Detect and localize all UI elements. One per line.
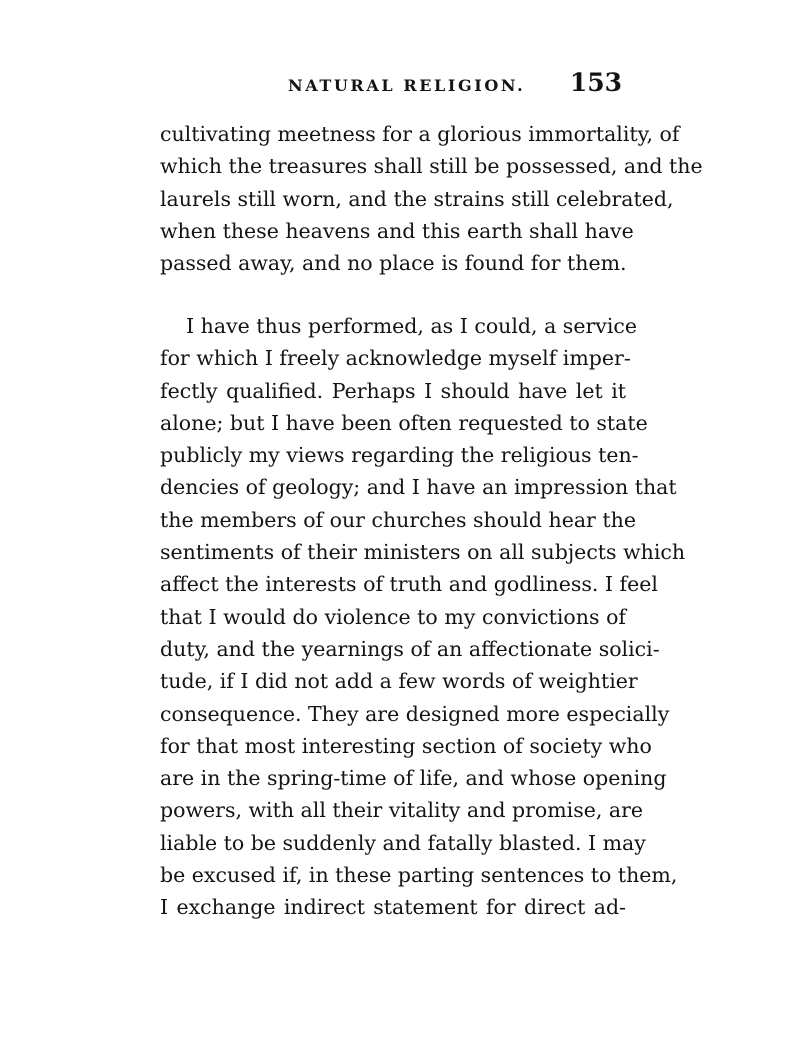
- text-line: be excused if, in these parting sentences to them,: [160, 863, 678, 888]
- paragraph-continued: [160, 118, 703, 279]
- text-line: publicly my views regarding the religious ten-: [160, 443, 639, 468]
- text-line: I exchange indirect statement for direct ad-: [160, 895, 626, 920]
- running-title: NATURAL RELIGION.: [288, 76, 526, 95]
- text-line: laurels still worn, and the strains still celebrated,: [160, 186, 674, 211]
- text-line: sentiments of their ministers on all subjects which: [160, 540, 686, 565]
- text-line: duty, and the yearnings of an affectionate solici-: [160, 636, 660, 661]
- text-line: the members of our churches should hear the: [160, 507, 636, 532]
- text-line: affect the interests of truth and godliness. I feel: [160, 572, 658, 597]
- text-line: passed away, and no place is found for them.: [160, 251, 627, 276]
- text-line: alone; but I have been often requested to state: [160, 410, 648, 435]
- text-line: liable to be suddenly and fatally blasted. I may: [160, 830, 646, 855]
- text-line: when these heavens and this earth shall have: [160, 218, 634, 243]
- text-line: that I would do violence to my convictions of: [160, 604, 626, 629]
- text-line: powers, with all their vitality and promise, are: [160, 798, 644, 823]
- text-line: are in the spring-time of life, and whose opening: [160, 766, 667, 791]
- running-head: [160, 70, 628, 110]
- text-line: for that most interesting section of society who: [160, 733, 652, 758]
- text-line: dencies of geology; and I have an impression that: [160, 475, 677, 500]
- text-line: I have thus performed, as I could, a service: [186, 314, 638, 338]
- text-line: which the treasures shall still be possessed, and the: [160, 154, 703, 179]
- text-line: consequence. They are designed more especially: [160, 701, 670, 726]
- text-line: for which I freely acknowledge myself imper-: [160, 346, 631, 371]
- text-line: cultivating meetness for a glorious immortality, of: [160, 122, 680, 146]
- text-line: tude, if I did not add a few words of weightier: [160, 669, 638, 694]
- paragraph-main: [160, 310, 686, 924]
- text-line: fectly qualified. Perhaps I should have let it: [160, 378, 626, 403]
- page-number: 153: [569, 68, 622, 97]
